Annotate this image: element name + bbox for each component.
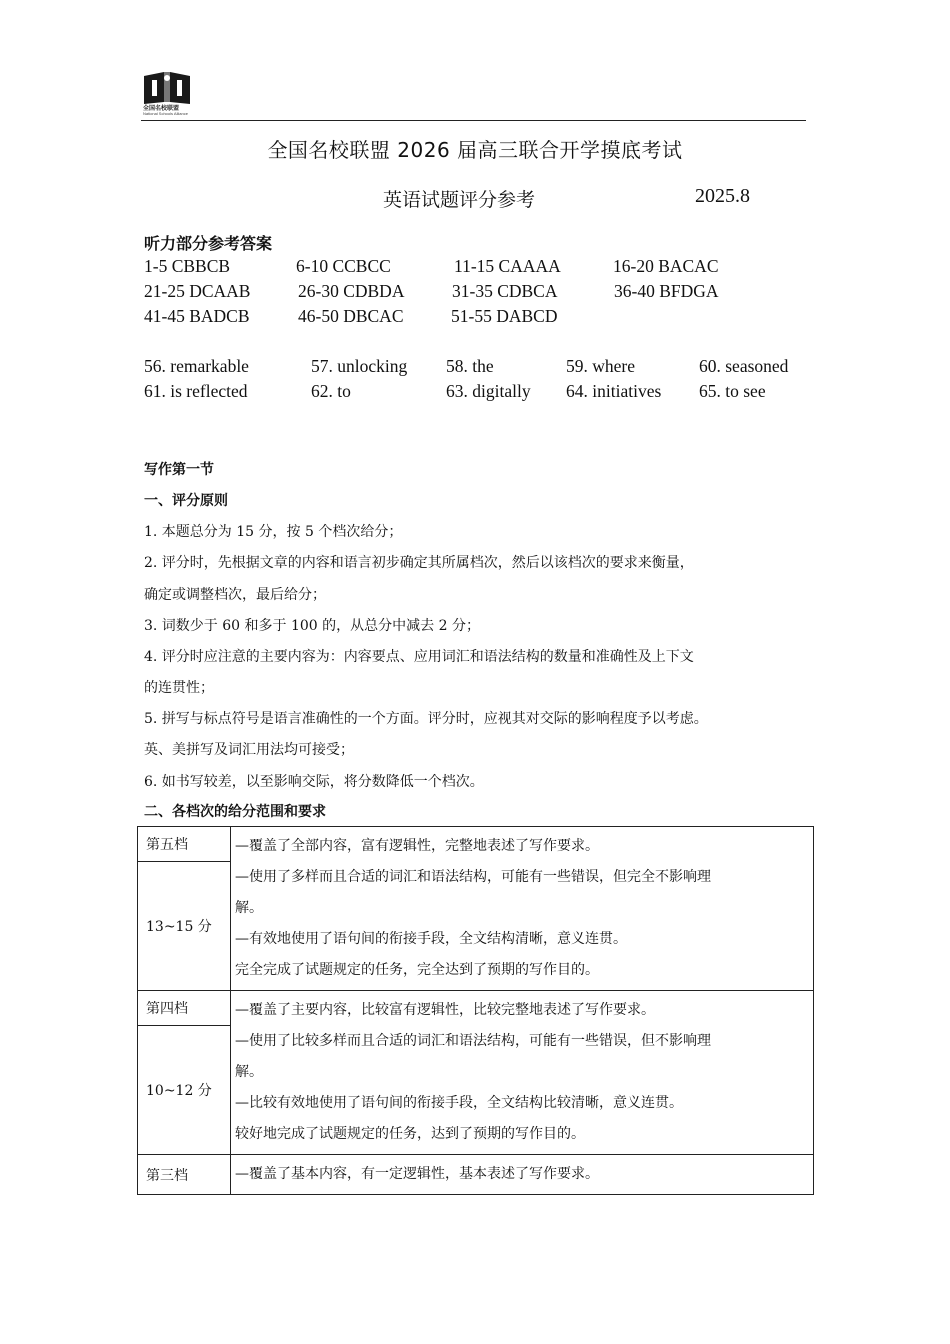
level-requirements — [231, 991, 814, 1155]
level-score-range: 10~12 分 — [138, 1025, 231, 1154]
fill-answer: 57. unlocking — [311, 356, 408, 376]
document-title: 全国名校联盟 2026 届高三联合开学摸底考试 — [267, 138, 683, 162]
writing-heading: 写作第一节 — [144, 462, 214, 478]
requirement-line: 较好地完成了试题规定的任务，达到了预期的写作目的。 — [235, 1126, 585, 1142]
answer-group: 41-45 BADCB — [144, 306, 250, 326]
document-date: 2025.8 — [695, 185, 750, 207]
fill-answer: 63. digitally — [446, 381, 531, 401]
listening-heading: 听力部分参考答案 — [144, 234, 273, 253]
requirement-line: 完全完成了试题规定的任务，完全达到了预期的写作目的。 — [235, 962, 599, 978]
header-divider — [141, 120, 806, 121]
level-requirements — [231, 827, 814, 991]
level-requirements — [231, 1155, 814, 1195]
answer-group: 26-30 CDBDA — [298, 281, 405, 301]
fill-answer: 60. seasoned — [699, 356, 789, 376]
principle-line: 6. 如书写较差，以至影响交际，将分数降低一个档次。 — [144, 774, 484, 790]
principle-line: 2. 评分时，先根据文章的内容和语言初步确定其所属档次，然后以该档次的要求来衡量， — [144, 555, 694, 571]
requirement-line: —使用了多样而且合适的词汇和语法结构，可能有一些错误，但完全不影响理 — [235, 869, 711, 885]
fill-answer: 58. the — [446, 356, 494, 376]
answer-group: 51-55 DABCD — [451, 306, 558, 326]
answer-group: 31-35 CDBCA — [452, 281, 558, 301]
fill-answer: 64. initiatives — [566, 381, 662, 401]
answer-group: 21-25 DCAAB — [144, 281, 251, 301]
fill-answer: 62. to — [311, 381, 351, 401]
requirement-line: —有效地使用了语句间的衔接手段，全文结构清晰，意义连贯。 — [235, 931, 627, 947]
answer-group: 36-40 BFDGA — [614, 281, 719, 301]
document-subtitle: 英语试题评分参考 — [383, 189, 536, 211]
fill-answer: 59. where — [566, 356, 636, 376]
principle-line: 英、美拼写及词汇用法均可接受； — [144, 742, 354, 758]
requirement-line: —比较有效地使用了语句间的衔接手段，全文结构比较清晰，意义连贯。 — [235, 1095, 683, 1111]
fill-answer: 56. remarkable — [144, 356, 249, 376]
table-row — [138, 1155, 814, 1195]
answer-group: 46-50 DBCAC — [298, 306, 404, 326]
table-row — [138, 827, 814, 862]
fill-answer: 65. to see — [699, 381, 766, 401]
logo-chinese-name: 全国名校联盟 — [143, 105, 180, 112]
answer-group: 6-10 CCBCC — [296, 256, 391, 276]
table-row — [138, 991, 814, 1026]
fill-answer: 61. is reflected — [144, 381, 248, 401]
requirement-line: 解。 — [235, 1064, 263, 1080]
answer-group: 11-15 CAAAA — [454, 256, 561, 276]
level-name: 第五档 — [138, 827, 231, 862]
grading-levels-table — [137, 826, 814, 1195]
requirement-line: —使用了比较多样而且合适的词汇和语法结构，可能有一些错误，但不影响理 — [235, 1033, 711, 1049]
answer-group: 16-20 BACAC — [613, 256, 719, 276]
level-name: 第四档 — [138, 991, 231, 1026]
principle-line: 确定或调整档次，最后给分； — [144, 587, 326, 603]
logo-english-name: National Schools Alliance — [143, 111, 188, 116]
requirement-line: —覆盖了全部内容，富有逻辑性，完整地表述了写作要求。 — [235, 838, 599, 854]
principle-line: 4. 评分时应注意的主要内容为：内容要点、应用词汇和语法结构的数量和准确性及上下文 — [144, 649, 694, 665]
principle-line: 1. 本题总分为 15 分，按 5 个档次给分； — [144, 524, 403, 540]
answer-group: 1-5 CBBCB — [144, 256, 231, 276]
principle-line: 5. 拼写与标点符号是语言准确性的一个方面。评分时，应视其对交际的影响程度予以考虑。 — [144, 711, 708, 727]
levels-heading: 二、各档次的给分范围和要求 — [144, 804, 326, 820]
level-score-range: 13~15 分 — [138, 861, 231, 990]
requirement-line: —覆盖了主要内容，比较富有逻辑性，比较完整地表述了写作要求。 — [235, 1002, 655, 1018]
principle-line: 的连贯性； — [144, 680, 214, 696]
principles-heading: 一、评分原则 — [144, 493, 228, 509]
requirement-line: 解。 — [235, 900, 263, 916]
requirement-line: —覆盖了基本内容，有一定逻辑性，基本表述了写作要求。 — [235, 1166, 599, 1182]
principle-line: 3. 词数少于 60 和多于 100 的，从总分中减去 2 分； — [144, 618, 480, 634]
level-name: 第三档 — [138, 1155, 231, 1195]
